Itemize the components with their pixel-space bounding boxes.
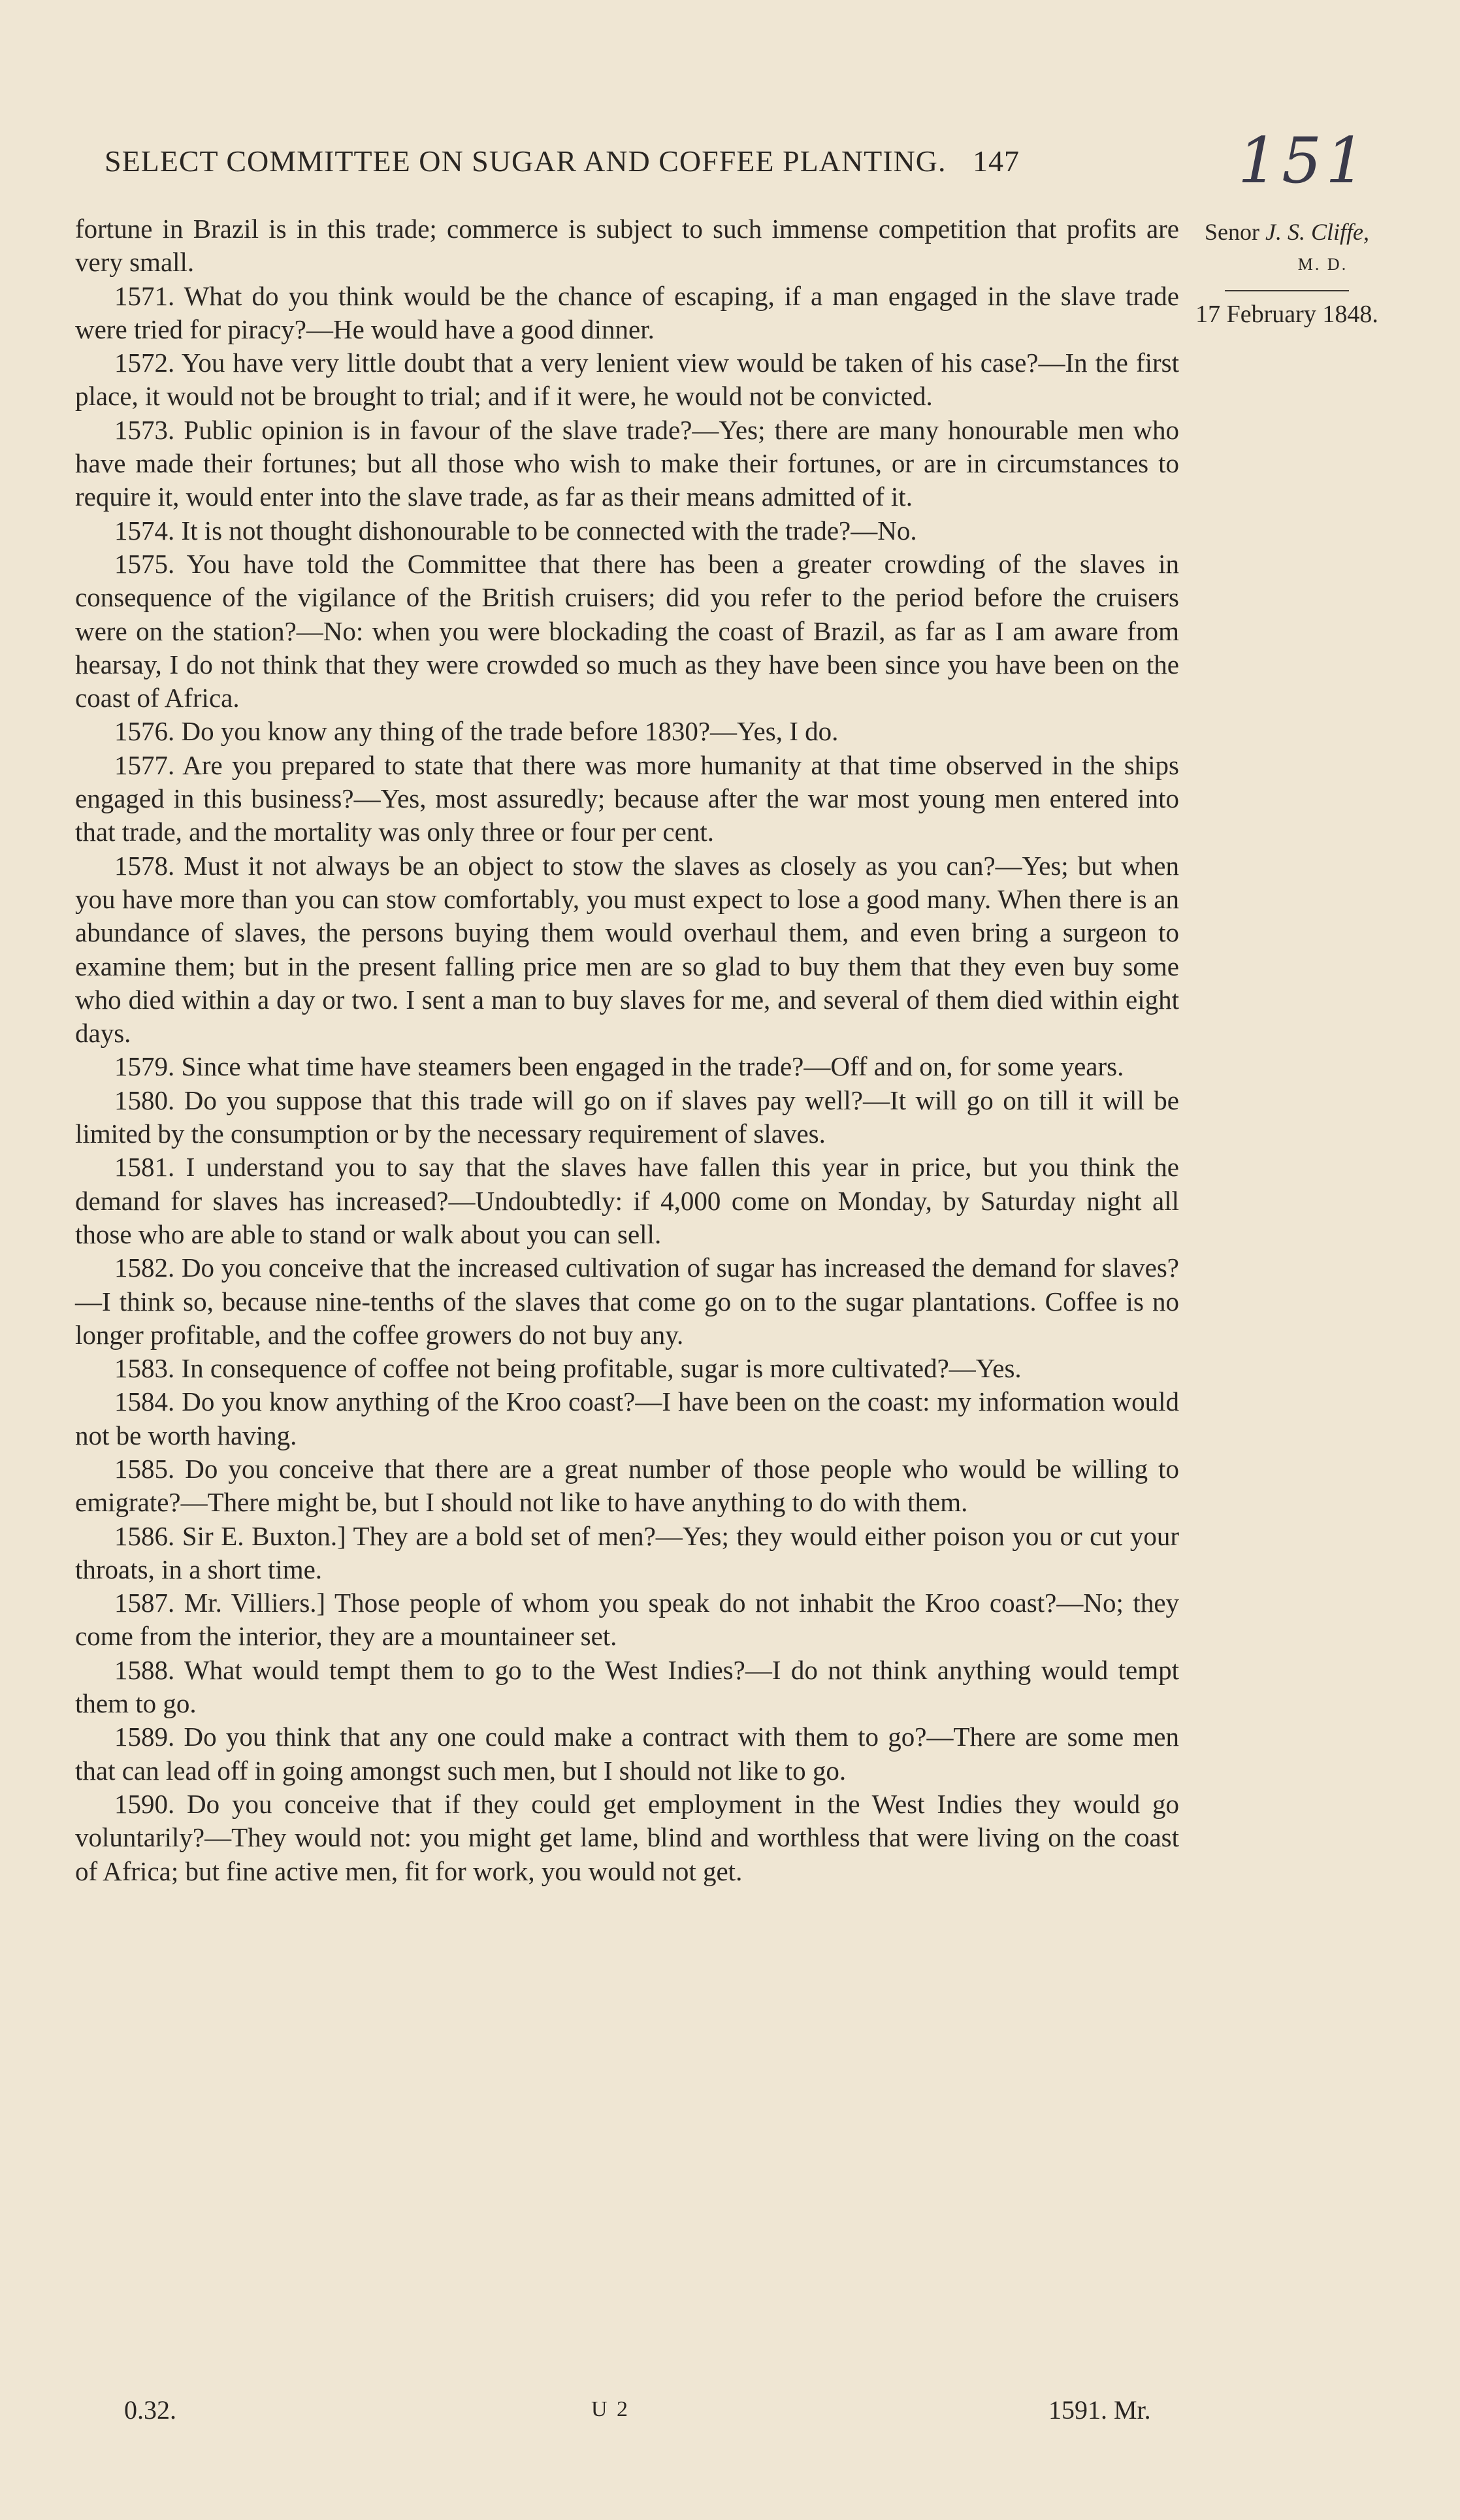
question-number: 1590.: [114, 1788, 175, 1819]
question-number: 1583.: [114, 1353, 175, 1384]
question-paragraph: [75, 414, 1179, 514]
question-number: 1582.: [114, 1252, 175, 1283]
testimony-body: [75, 212, 1179, 1888]
question-paragraph: [75, 849, 1179, 1051]
question-paragraph: [75, 1050, 1179, 1083]
paragraph-text: You have very little doubt that a very lenient view would be taken of his case?—In the first place, it would not be brought to trial; and if it were, he would not be convicted.: [75, 348, 1180, 412]
question-paragraph: [75, 548, 1179, 715]
paragraph-text: Public opinion is in favour of the slave trade?—Yes; there are many honourable men who have made their fortunes; but all those who wish to make their fortunes, or are in circumstances to require it, would enter into the slave trade, as far as their means admitted of it.: [75, 414, 1179, 512]
paragraph-text: Do you know any thing of the trade before 1830?—Yes, I do.: [181, 716, 839, 747]
question-paragraph: [75, 1251, 1179, 1352]
paragraph-text: I understand you to say that the slaves have fallen this year in price, but you think the demand for slaves has increased?—Undoubtedly: if 4,000 come on Monday, by Saturday night all those who are able to stand or walk about you can sell.: [75, 1152, 1180, 1249]
paragraph-text: Do you conceive that there are a great number of those people who would be willing to emigrate?—There might be, but I should not like to have anything to do with them.: [75, 1453, 1180, 1518]
handwritten-page-number: 151: [1238, 124, 1370, 197]
question-number: 1579.: [114, 1051, 175, 1082]
paragraph-text: Those people of whom you speak do not inhabit the Kroo coast?—No; they come from the interior, they are a mountaineer set.: [75, 1588, 1180, 1652]
question-number: 1585.: [114, 1453, 175, 1484]
question-paragraph: [75, 1385, 1179, 1452]
paragraph-text: fortune in Brazil is in this trade; commerce is subject to such immense competition that profits are very small.: [75, 214, 1179, 278]
question-paragraph: [75, 1452, 1179, 1520]
footer-signature-mark: U 2: [591, 2397, 630, 2421]
continued-paragraph: [75, 212, 1179, 280]
question-number: 1575.: [114, 548, 175, 579]
question-paragraph: [75, 1586, 1179, 1654]
question-number: 1577.: [114, 749, 175, 780]
paragraph-text: Are you prepared to state that there was more humanity at that time observed in the ships engaged in this business?—Yes, most assuredly; because after the war most young men entered into that trade, and the mortality was only three or four per cent.: [75, 749, 1179, 847]
witness-sidenote: [1179, 216, 1395, 331]
question-number: 1573.: [114, 414, 175, 445]
question-paragraph: [75, 749, 1179, 849]
question-number: 1584.: [114, 1386, 175, 1417]
testimony-date: 17 February 1848.: [1195, 301, 1378, 328]
question-paragraph: [75, 346, 1179, 414]
header-title: SELECT COMMITTEE ON SUGAR AND COFFEE PLANTING.: [105, 144, 947, 178]
question-number: 1578.: [114, 850, 175, 881]
question-number: 1571.: [114, 280, 175, 311]
paragraph-text: Do you conceive that the increased cultivation of sugar has increased the demand for slaves?—I think so, because nine-tenths of the slaves that come go on to the sugar plantations. Coffee is no longer profitable, and the coffee growers do not buy any.: [75, 1252, 1180, 1350]
paragraph-text: It is not thought dishonourable to be connected with the trade?—No.: [181, 515, 917, 546]
question-number: 1588.: [114, 1654, 175, 1685]
question-number: 1589.: [114, 1722, 175, 1752]
question-paragraph: [75, 1520, 1179, 1587]
question-paragraph: [75, 1151, 1179, 1251]
question-paragraph: [75, 1788, 1179, 1888]
paragraph-text: What do you think would be the chance of escaping, if a man engaged in the slave trade were tried for piracy?—He would have a good dinner.: [75, 280, 1179, 344]
header-page-number: 147: [972, 144, 1020, 178]
paragraph-text: Do you suppose that this trade will go on if slaves pay well?—It will go on till it will be limited by the consumption or by the necessary requirement of slaves.: [75, 1085, 1180, 1149]
footer-paper-number: 0.32.: [124, 2395, 176, 2425]
question-number: 1574.: [114, 515, 175, 546]
paragraph-text: Do you conceive that if they could get employment in the West Indies they would go voluntarily?—They would not: you might get lame, blind and worthless that were living on the coast of Africa; but fine active men, fit for work, you would not get.: [75, 1788, 1179, 1886]
question-paragraph: [75, 1084, 1179, 1151]
question-paragraph: [75, 280, 1179, 347]
question-number: 1587.: [114, 1588, 175, 1618]
speaker-label: Sir E. Buxton.]: [182, 1520, 346, 1551]
sidenote-divider: [1225, 290, 1349, 291]
question-paragraph: [75, 715, 1179, 748]
witness-degree: M. D.: [1297, 255, 1348, 274]
paragraph-text: Since what time have steamers been engaged in the trade?—Off and on, for some years.: [181, 1051, 1124, 1082]
paragraph-text: In consequence of coffee not being profitable, sugar is more cultivated?—Yes.: [181, 1353, 1022, 1384]
question-paragraph: [75, 1352, 1179, 1385]
question-paragraph: [75, 514, 1179, 548]
witness-prefix: Senor: [1205, 219, 1265, 245]
paragraph-text: Do you know anything of the Kroo coast?—I have been on the coast: my information would not be worth having.: [75, 1386, 1179, 1450]
witness-name: J. S. Cliffe,: [1265, 219, 1369, 245]
question-number: 1576.: [114, 716, 175, 747]
paragraph-text: Must it not always be an object to stow the slaves as closely as you can?—Yes; but when you have more than you can stow comfortably, you must expect to lose a good many. When there is an abundance of slaves, the persons buying them would overhaul them, and even bring a surgeon to examine them; but in the present falling price men are so glad to buy them that they even buy some who died within a day or two. I sent a man to buy slaves for me, and several of them died within eight days.: [75, 850, 1179, 1049]
question-number: 1586.: [114, 1520, 175, 1551]
question-number: 1572.: [114, 348, 175, 378]
paragraph-text: Do you think that any one could make a contract with them to go?—There are some men that can lead off in going amongst such men, but I should not like to go.: [75, 1722, 1180, 1786]
question-paragraph: [75, 1654, 1179, 1721]
paragraph-text: What would tempt them to go to the West Indies?—I do not think anything would tempt them to go.: [75, 1654, 1179, 1719]
question-number: 1580.: [114, 1085, 175, 1115]
footer-catchword: 1591. Mr.: [1048, 2395, 1151, 2425]
paragraph-text: You have told the Committee that there has been a greater crowding of the slaves in consequence of the vigilance of the British cruisers; did you refer to the period before the cruisers were on the station?—No: when you were blockading the coast of Brazil, as far as I am aware from hearsay, I do not think that they were crowded so much as they have been since you have been on the coast of Africa.: [75, 548, 1180, 713]
speaker-label: Mr. Villiers.]: [184, 1588, 326, 1618]
question-paragraph: [75, 1720, 1179, 1788]
paragraph-text: They are a bold set of men?—Yes; they would either poison you or cut your throats, in a short time.: [75, 1520, 1179, 1584]
witness-line: [1179, 216, 1395, 248]
question-number: 1581.: [114, 1152, 175, 1183]
running-header: [105, 144, 1189, 178]
